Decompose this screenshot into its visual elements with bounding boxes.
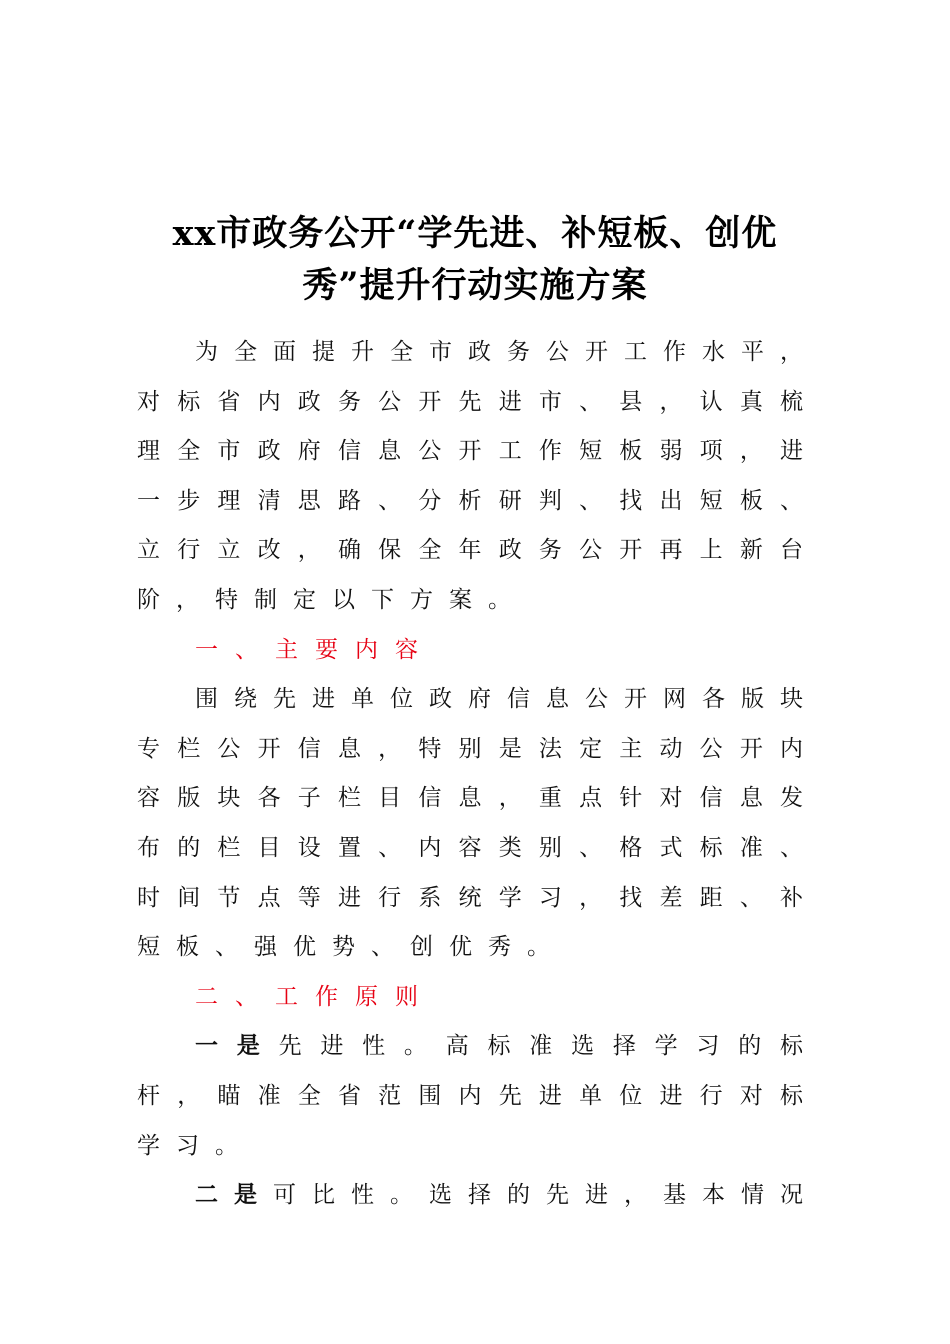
main-content-paragraph: 围绕先进单位政府信息公开网各版块专栏公开信息，特别是法定主动公开内容版块各子栏目信息，重点针对信息发布的栏目设置、内容类别、格式标准、时间节点等进行系统学习，找差距、补短板、强优势、创优秀。 — [137, 686, 819, 961]
principle-2-text: 可比性。选择的先进，基本情况 — [273, 1182, 819, 1209]
title-line-1: xx市政务公开“学先进、补短板、创优 — [172, 213, 778, 254]
principle-2-lead: 二是 — [195, 1182, 273, 1209]
principle-paragraph-1 — [137, 1022, 819, 1171]
principle-paragraph-2 — [137, 1171, 819, 1221]
intro-paragraph: 为全面提升全市政务公开工作水平，对标省内政务公开先进市、县，认真梳理全市政府信息公开工作短板弱项，进一步理清思路、分析研判、找出短板、立行立改，确保全年政务公开再上新台阶，特制定以下方案。 — [137, 339, 819, 613]
principle-1-text: 先进性。高标准选择学习的标杆，瞄准全省范围内先进单位进行对标学习。 — [137, 1033, 820, 1159]
title-line-2: 秀”提升行动实施方案 — [302, 265, 648, 306]
principle-1-lead: 一是 — [195, 1033, 279, 1060]
document-body — [137, 328, 819, 1221]
section-heading-main-content: 一、主要内容 — [195, 636, 435, 663]
document-title — [120, 208, 830, 312]
section-heading-work-principles: 二、工作原则 — [195, 983, 435, 1010]
